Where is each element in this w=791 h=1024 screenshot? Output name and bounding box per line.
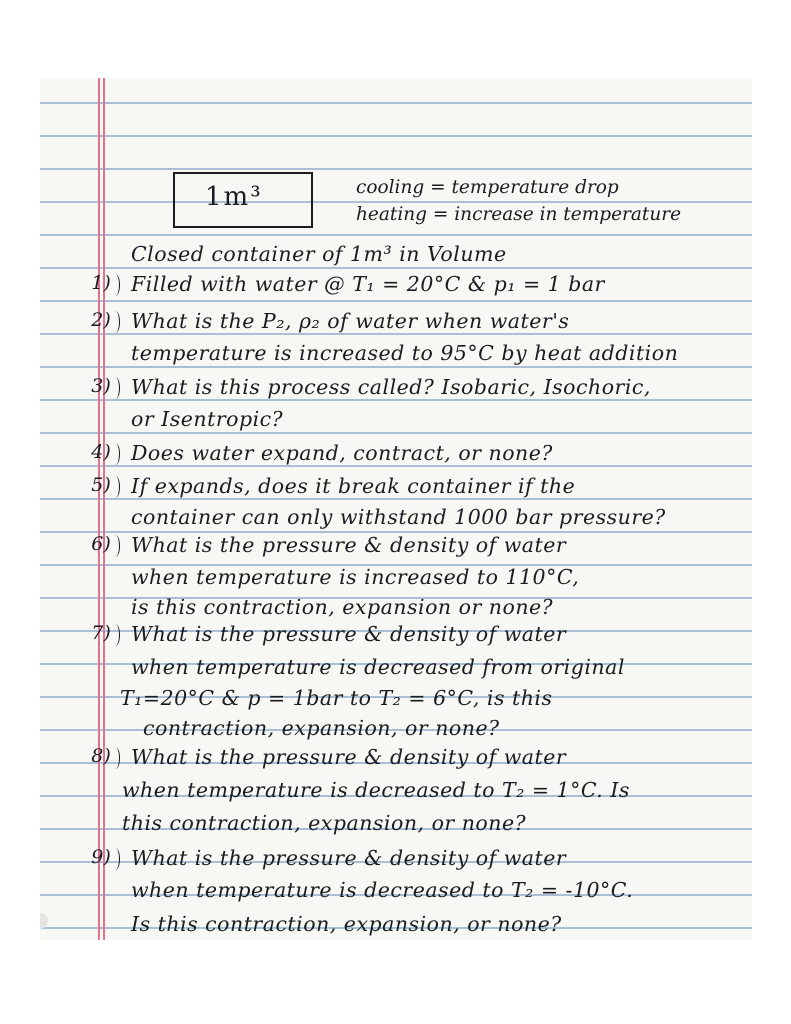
- volume-box: [173, 172, 313, 228]
- question-line: T₁=20°C & p = 1bar to T₂ = 6°C, is this: [120, 686, 553, 710]
- ruled-line: [40, 498, 752, 500]
- ruled-line: [40, 366, 752, 368]
- question-line: temperature is increased to 95°C by heat addition: [131, 341, 679, 365]
- question-line: What is the pressure & density of water: [131, 622, 567, 646]
- question-number: 8): [86, 745, 116, 767]
- margin-line-left: [98, 78, 100, 940]
- question-number: 6): [86, 533, 116, 555]
- ruled-line: [40, 234, 752, 236]
- question-line: container can only withstand 1000 bar pressure?: [131, 505, 666, 529]
- definition-cooling: cooling = temperature drop: [356, 177, 619, 198]
- question-line: What is the pressure & density of water: [131, 745, 567, 769]
- ruled-line: [40, 399, 752, 401]
- question-number: 4): [86, 441, 116, 463]
- ruled-line: [40, 168, 752, 170]
- ruled-line: [40, 267, 752, 269]
- question-number: 9): [86, 846, 116, 868]
- question-line: or Isentropic?: [131, 407, 284, 431]
- question-line: Is this contraction, expansion, or none?: [131, 912, 562, 936]
- ruled-line: [40, 333, 752, 335]
- question-line: Does water expand, contract, or none?: [131, 441, 553, 465]
- question-line: What is this process called? Isobaric, Isochoric,: [131, 375, 651, 399]
- ruled-line: [40, 465, 752, 467]
- ruled-line: [40, 135, 752, 137]
- question-line: What is the pressure & density of water: [131, 846, 567, 870]
- question-number: 3): [86, 375, 116, 397]
- question-line: is this contraction, expansion or none?: [131, 595, 554, 619]
- volume-box-label: 1m³: [205, 182, 263, 212]
- question-line: when temperature is decreased to T₂ = 1°C. Is: [122, 778, 630, 802]
- question-number: 7): [86, 622, 116, 644]
- question-line: when temperature is decreased from original: [131, 655, 625, 679]
- question-line: when temperature is increased to 110°C,: [131, 565, 580, 589]
- question-line: What is the P₂, ρ₂ of water when water's: [131, 309, 570, 333]
- ruled-line: [40, 432, 752, 434]
- definition-heating: heating = increase in temperature: [356, 204, 682, 225]
- question-number: 5): [86, 474, 116, 496]
- intro-line: Closed container of 1m³ in Volume: [131, 242, 507, 266]
- question-line: Filled with water @ T₁ = 20°C & p₁ = 1 bar: [131, 272, 605, 296]
- ruled-line: [40, 300, 752, 302]
- margin-line-right: [103, 78, 105, 940]
- ruled-line: [40, 102, 752, 104]
- question-number: 2): [86, 309, 116, 331]
- definitions: [356, 174, 681, 228]
- question-number: 1): [86, 272, 116, 294]
- question-line: this contraction, expansion, or none?: [122, 811, 527, 835]
- question-line: when temperature is decreased to T₂ = -10°C.: [131, 878, 634, 902]
- question-line: contraction, expansion, or none?: [143, 716, 500, 740]
- question-line: What is the pressure & density of water: [131, 533, 567, 557]
- question-line: If expands, does it break container if the: [131, 474, 576, 498]
